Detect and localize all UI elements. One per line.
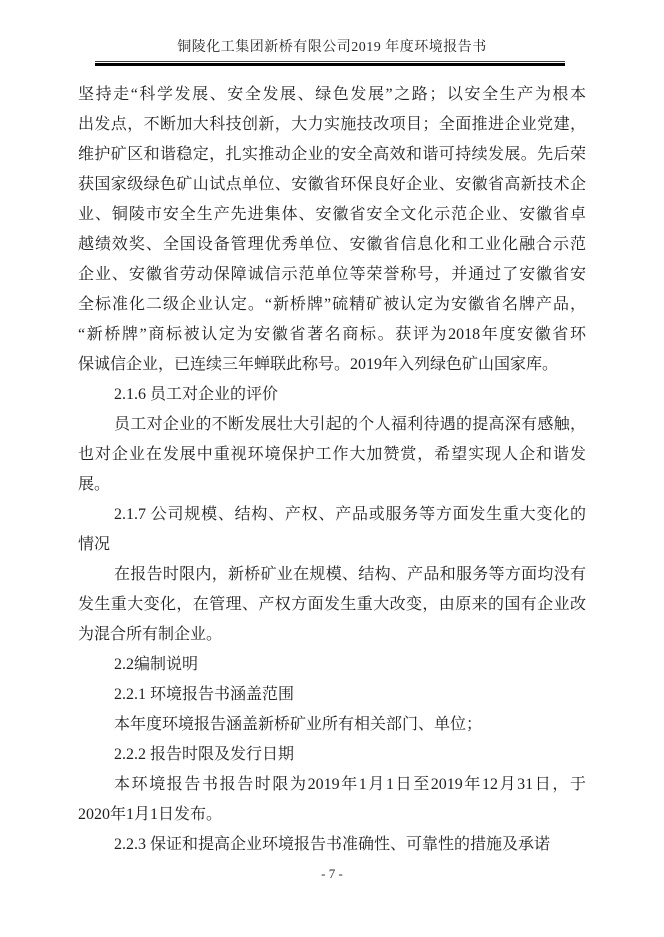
text-line-7: 企业、安徽省劳动保障诚信示范单位等荣誉称号，并通过了安徽省安 [78,266,586,283]
document-body [78,80,586,860]
text-line-14: 展。 [78,476,111,493]
text-line-16: 情况 [78,536,111,553]
text-line-22: 本年度环境报告涵盖新桥矿业所有相关部门、单位； [114,716,483,733]
text-line-10: 保诚信企业，已连续三年蝉联此称号。2019年入列绿色矿山国家库。 [78,356,559,373]
heading-2-1-7: 2.1.7 公司规模、结构、产权、产品或服务等方面发生重大变化的 [114,506,586,523]
text-line-13: 也对企业在发展中重视环境保护工作大加赞赏，希望实现人企和谐发 [78,446,586,463]
page-number: - 7 - [321,866,343,881]
text-line-3: 维护矿区和谐稳定，扎实推动企业的安全高效和谐可持续发展。先后荣 [78,146,586,163]
text-line-18: 发生重大变化，在管理、产权方面发生重大改变，由原来的国有企业改 [78,596,586,613]
text-line-9: “新桥牌”商标被认定为安徽省著名商标。获评为2018年度安徽省环 [78,326,586,343]
heading-2-2-2: 2.2.2 报告时限及发行日期 [114,746,295,763]
heading-2-2-3: 2.2.3 保证和提高企业环境报告书准确性、可靠性的措施及承诺 [114,836,551,853]
text-line-12: 员工对企业的不断发展壮大引起的个人福利待遇的提高深有感触， [114,416,586,433]
text-line-6: 越绩效奖、全国设备管理优秀单位、安徽省信息化和工业化融合示范 [78,236,586,253]
text-line-5: 业、铜陵市安全生产先进集体、安徽省安全文化示范企业、安徽省卓 [78,206,586,223]
text-line-4: 获国家级绿色矿山试点单位、安徽省环保良好企业、安徽省高新技术企 [78,176,586,193]
heading-2-2: 2.2编制说明 [114,656,199,673]
text-line-19: 为混合所有制企业。 [78,626,223,643]
text-line-2: 出发点，不断加大科技创新，大力实施技改项目；全面推进企业党建， [78,116,586,133]
text-line-17: 在报告时限内，新桥矿业在规模、结构、产品和服务等方面均没有 [114,566,586,583]
text-line-1: 坚持走“科学发展、安全发展、绿色发展”之路；以安全生产为根本 [78,86,586,103]
heading-2-2-1: 2.2.1 环境报告书涵盖范围 [114,686,295,703]
text-line-25: 2020年1月1日发布。 [78,806,223,823]
text-line-8: 全标准化二级企业认定。“新桥牌”硫精矿被认定为安徽省名牌产品， [78,296,586,313]
page-header-title: 铜陵化工集团新桥有限公司2019 年度环境报告书 [177,40,487,55]
heading-2-1-6: 2.1.6 员工对企业的评价 [114,386,279,403]
text-line-24: 本环境报告书报告时限为2019年1月1日至2019年12月31日，于 [114,776,586,793]
header-rule [95,61,565,66]
